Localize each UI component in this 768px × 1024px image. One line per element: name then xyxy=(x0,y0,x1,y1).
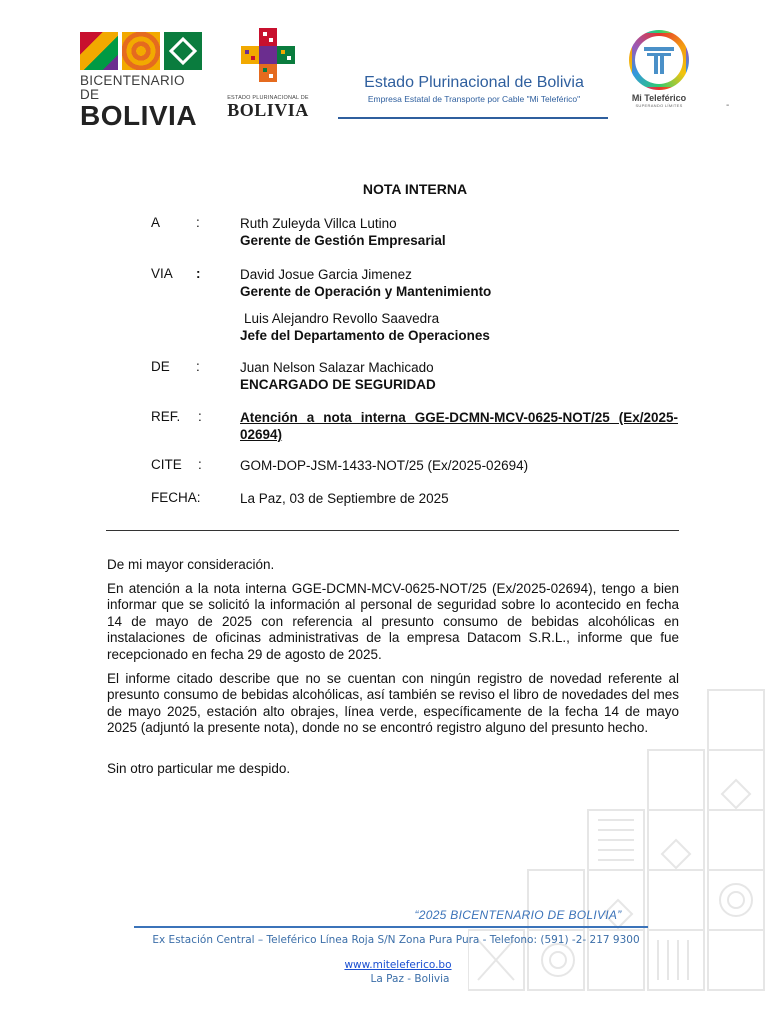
mi-teleferico-caption: Mi Teleférico xyxy=(631,93,687,103)
footer-address: Ex Estación Central – Teleférico Línea Roja S/N Zona Pura Pura - Telefono: (591) -2- 217 9300 xyxy=(152,934,640,946)
field-de-role-text: ENCARGADO DE SEGURIDAD xyxy=(240,377,436,392)
field-de-name: Juan Nelson Salazar Machicado xyxy=(240,360,434,375)
field-ref-label: REF. xyxy=(151,409,181,424)
field-de-role xyxy=(240,376,680,393)
field-via-role-1-text: Gerente de Operación y Mantenimiento xyxy=(240,284,492,299)
footer-website-link[interactable]: www.miteleferico.bo xyxy=(344,959,452,971)
bicentenario-tile-red xyxy=(80,32,118,70)
field-cite-colon: : xyxy=(198,457,202,472)
field-a-colon: : xyxy=(196,215,200,230)
body-paragraph-1: En atención a la nota interna GGE-DCMN-MCV-0625-NOT/25 (Ex/2025-02694), tengo a bien informar que se solicitó la información al personal de seguridad sobre lo acontecido en fecha 14 de mayo de 2025 con referencia al presunto consumo de bebidas alcohólicas en instalaciones de oficinas administrativas de la empresa Datacom S.R.L., informe que fue recepcionado en fecha 29 de agosto de 2025. xyxy=(107,581,679,662)
footer-city: La Paz - Bolivia xyxy=(370,973,450,985)
bicentenario-logo xyxy=(80,32,208,131)
field-ref-colon: : xyxy=(198,409,202,424)
bicentenario-tile-green xyxy=(164,32,202,70)
field-a-label: A xyxy=(151,215,161,230)
cable-car-pillar-icon xyxy=(642,43,676,77)
body-greeting: De mi mayor consideración. xyxy=(107,557,275,572)
header-separator-line xyxy=(106,530,679,531)
estado-logo-small-text: ESTADO PLURINACIONAL DE xyxy=(227,95,309,101)
header-subtitle: Empresa Estatal de Transporte por Cable "Mi Teleférico" xyxy=(367,94,581,104)
field-via-name-2: Luis Alejandro Revollo Saavedra xyxy=(244,311,440,326)
field-via-name-1: David Josue Garcia Jimenez xyxy=(240,267,412,282)
header-dash: - xyxy=(726,100,730,111)
bicentenario-tile-spiral xyxy=(122,32,160,70)
body-paragraph-2: El informe citado describe que no se cuentan con ningún registro de novedad referente al presunto consumo de bebidas alcohólicas, así también se reviso el libro de novedades del mes de mayo 2025, estación alto obrajes, línea verde, específicamente de la fecha 14 de mayo 2025 (adjuntó la presente nota), donde no se encontró registro alguno del presunto hecho. xyxy=(107,671,679,736)
header-divider xyxy=(338,117,608,119)
document-title: NOTA INTERNA xyxy=(362,181,468,197)
field-via-label: VIA xyxy=(151,266,173,281)
field-ref-value: Atención a nota interna GGE-DCMN-MCV-0625-NOT/25 (Ex/2025-02694) xyxy=(240,410,678,442)
bicentenario-logo-line1: BICENTENARIO DE xyxy=(80,73,185,102)
field-cite-label: CITE xyxy=(151,457,182,472)
field-cite-value: GOM-DOP-JSM-1433-NOT/25 (Ex/2025-02694) xyxy=(240,458,529,473)
estado-plurinacional-logo xyxy=(226,28,310,120)
mi-teleferico-logo xyxy=(626,30,692,120)
field-fecha-value: La Paz, 03 de Septiembre de 2025 xyxy=(240,491,449,506)
footer-quote: “2025 BICENTENARIO DE BOLIVIA” xyxy=(414,908,622,922)
footer-divider xyxy=(134,926,648,928)
field-via-role-2 xyxy=(240,327,680,344)
estado-logo-big-text: BOLIVIA xyxy=(227,100,309,120)
field-a-role xyxy=(240,232,680,249)
field-a-role-text: Gerente de Gestión Empresarial xyxy=(240,233,446,248)
bicentenario-logo-line2: BOLIVIA xyxy=(80,100,198,131)
wiphala-emblem-icon xyxy=(241,28,295,84)
body-closing: Sin otro particular me despido. xyxy=(107,761,291,776)
field-via-role-2-text: Jefe del Departamento de Operaciones xyxy=(240,328,490,343)
field-de-label: DE xyxy=(151,359,170,374)
field-via-colon: : xyxy=(196,266,201,281)
mi-teleferico-ring-icon xyxy=(629,30,689,90)
field-fecha-label: FECHA: xyxy=(151,490,201,505)
field-via-role-1 xyxy=(240,283,680,300)
field-de-colon: : xyxy=(196,359,200,374)
mi-teleferico-tagline: SUPERANDO LÍMITES xyxy=(635,103,683,108)
field-a-name: Ruth Zuleyda Villca Lutino xyxy=(240,216,397,231)
header-title: Estado Plurinacional de Bolivia xyxy=(364,74,584,91)
